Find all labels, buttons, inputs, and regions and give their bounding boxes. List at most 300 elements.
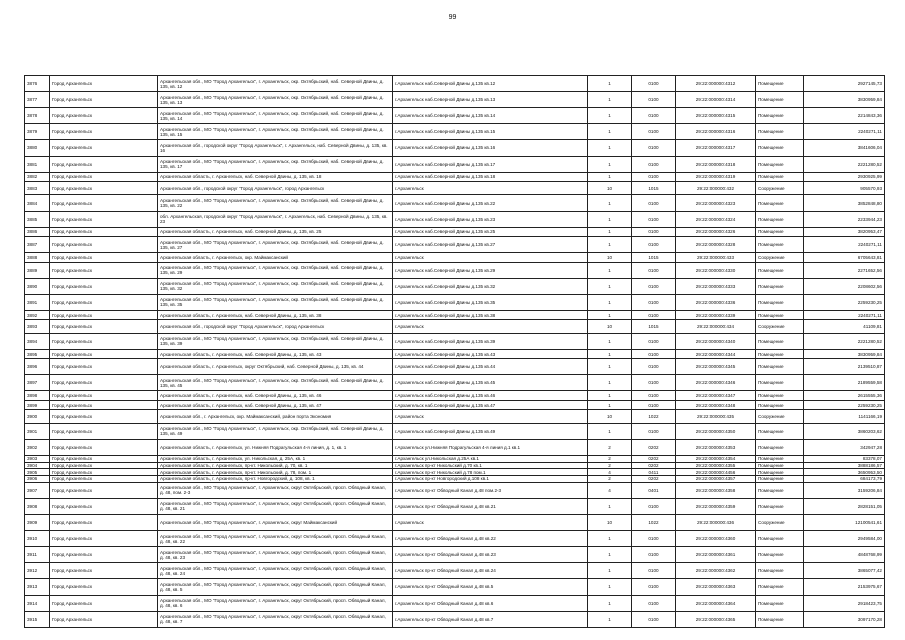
row-type-code: 0100 <box>632 333 676 349</box>
row-cadastral-number: 29:22:000000:4362 <box>676 563 756 579</box>
row-full-address: Архангельская обл., МО "Город Архангельск", г. Архангельск, окр. Октябрьский, наб. Северной Двины, д. 135, кв. 13 <box>158 92 393 108</box>
row-quantity: 1 <box>588 76 632 92</box>
row-quantity: 10 <box>588 253 632 262</box>
row-number: 3912 <box>25 563 50 579</box>
row-cadastral-value: 3852848,80 <box>804 195 885 211</box>
row-short-address: г.Архангельск пр-кт Никольский д.70 кв.1 <box>393 462 588 469</box>
row-full-address: обл. Архангельская, городской округ "Город Архангельск", г. Архангельск, наб. Северной Двины, д. 135, кв. 23 <box>158 211 393 227</box>
row-city: Город Архангельск <box>50 140 158 156</box>
row-number: 3905 <box>25 469 50 476</box>
row-number: 3880 <box>25 140 50 156</box>
row-city: Город Архангельск <box>50 423 158 439</box>
row-cadastral-number: 29:22:000000:4355 <box>676 462 756 469</box>
row-object-type: Сооружение <box>756 514 804 530</box>
row-number: 3913 <box>25 579 50 595</box>
row-type-code: 0100 <box>632 391 676 400</box>
row-type-code: 1022 <box>632 410 676 423</box>
row-number: 3898 <box>25 391 50 400</box>
row-quantity: 10 <box>588 182 632 195</box>
row-type-code: 0100 <box>632 262 676 278</box>
row-quantity: 10 <box>588 320 632 333</box>
row-cadastral-value: 6705643,81 <box>804 253 885 262</box>
row-cadastral-value: 2259230,25 <box>804 294 885 310</box>
row-type-code: 0100 <box>632 124 676 140</box>
table-row <box>25 547 885 563</box>
row-quantity: 1 <box>588 156 632 172</box>
row-full-address: Архангельская обл., МО "Город Архангельск", г. Архангельск, округ Октябрьский, просп. Обводный Канал, д. 48, кв. 6 <box>158 595 393 611</box>
table-row <box>25 349 885 358</box>
row-number: 3888 <box>25 253 50 262</box>
row-object-type: Помещение <box>756 476 804 483</box>
row-cadastral-value: 4848768,99 <box>804 547 885 563</box>
row-quantity: 1 <box>588 237 632 253</box>
row-short-address: г.Архангельск наб.Северной Двины д.135 кв.43 <box>393 349 588 358</box>
row-short-address: г.Архангельск наб.Северной Двины д.135 кв.38 <box>393 310 588 319</box>
row-cadastral-value: 3860203,62 <box>804 423 885 439</box>
row-cadastral-value: 905570,93 <box>804 182 885 195</box>
row-cadastral-number: 29:22:000000:4336 <box>676 294 756 310</box>
row-quantity: 1 <box>588 227 632 236</box>
row-full-address: Архангельская обл., МО "Город Архангельск", г. Архангельск, округ Октябрьский, просп. Обводный Канал, д. 48, пом. 2-3 <box>158 482 393 498</box>
row-cadastral-number: 29:22:000000:4317 <box>676 140 756 156</box>
row-quantity: 2 <box>588 455 632 462</box>
row-type-code: 0100 <box>632 278 676 294</box>
row-quantity: 1 <box>588 92 632 108</box>
row-object-type: Помещение <box>756 294 804 310</box>
row-type-code: 0100 <box>632 211 676 227</box>
row-cadastral-number: 29:22:000000:4345 <box>676 359 756 375</box>
row-cadastral-number: 29:22:000000:4456 <box>676 469 756 476</box>
row-cadastral-number: 29:22:000000:4326 <box>676 227 756 236</box>
row-short-address: г.Архангельск наб.Северной Двины д.135 кв.35 <box>393 294 588 310</box>
row-object-type: Помещение <box>756 391 804 400</box>
row-city: Город Архангельск <box>50 531 158 547</box>
table-row <box>25 156 885 172</box>
row-short-address: г.Архангельск пр-кт Никольский д.78 пом.1 <box>393 469 588 476</box>
row-short-address: г.Архангельск наб.Северной Двины д.135 кв.15 <box>393 124 588 140</box>
row-cadastral-number: 29:22:000000:436 <box>676 514 756 530</box>
row-short-address: г.Архангельск наб.Северной Двины д.135 кв.17 <box>393 156 588 172</box>
row-cadastral-number: 29:22:000000:435 <box>676 410 756 423</box>
row-quantity: 1 <box>588 531 632 547</box>
row-type-code: 0100 <box>632 310 676 319</box>
table-row <box>25 237 885 253</box>
table-row <box>25 531 885 547</box>
row-cadastral-value: 3830959,84 <box>804 349 885 358</box>
row-type-code: 0100 <box>632 294 676 310</box>
table-row <box>25 359 885 375</box>
row-cadastral-value: 2240271,11 <box>804 237 885 253</box>
row-cadastral-number: 29:22:000000:4365 <box>676 611 756 627</box>
row-short-address: г.Архангельск наб.Северной Двины д.135 кв.16 <box>393 140 588 156</box>
row-full-address: Архангельская обл., МО "Город Архангельск", г. Архангельск, округ Октябрьский, просп. Обводный Канал, д. 48, кв. 22 <box>158 531 393 547</box>
row-short-address: г.Архангельск наб.Северной Двины д.135 кв.39 <box>393 333 588 349</box>
row-full-address: Архангельская обл., МО "Город Архангельск", г. Архангельск, округ Маймаксанский <box>158 514 393 530</box>
row-city: Город Архангельск <box>50 400 158 409</box>
row-number: 3900 <box>25 410 50 423</box>
row-short-address: г.Архангельск пр-кт Обводный Канал д.48 кв.23 <box>393 547 588 563</box>
table-row <box>25 400 885 409</box>
row-cadastral-value: 3820953,47 <box>804 227 885 236</box>
row-city: Город Архангельск <box>50 294 158 310</box>
row-object-type: Помещение <box>756 595 804 611</box>
row-cadastral-value: 12100541,61 <box>804 514 885 530</box>
row-city: Город Архангельск <box>50 410 158 423</box>
table-row <box>25 391 885 400</box>
row-type-code: 0100 <box>632 531 676 547</box>
row-cadastral-value: 2271652,56 <box>804 262 885 278</box>
row-number: 3881 <box>25 156 50 172</box>
row-full-address: Архангельская область, г. Архангельск, пр-кт. Никольский, д. 70, кв. 1 <box>158 462 393 469</box>
row-quantity: 1 <box>588 211 632 227</box>
row-number: 3915 <box>25 611 50 627</box>
row-quantity: 1 <box>588 375 632 391</box>
row-full-address: Архангельская обл., МО "Город Архангельск", г. Архангельск, окр. Октябрьский, наб. Северной Двины, д. 135, кв. 22 <box>158 195 393 211</box>
row-object-type: Помещение <box>756 482 804 498</box>
row-number: 3914 <box>25 595 50 611</box>
row-city: Город Архангельск <box>50 320 158 333</box>
row-type-code: 0100 <box>632 359 676 375</box>
row-cadastral-value: 3865077,42 <box>804 563 885 579</box>
row-city: Город Архангельск <box>50 482 158 498</box>
row-number: 3890 <box>25 278 50 294</box>
row-object-type: Помещение <box>756 227 804 236</box>
row-cadastral-number: 29:22:000000:4323 <box>676 195 756 211</box>
table-row <box>25 182 885 195</box>
row-object-type: Помещение <box>756 563 804 579</box>
row-short-address: г.Архангельск наб.Северной Двины д.135 кв.47 <box>393 400 588 409</box>
row-full-address: Архангельская обл., МО "Город Архангельск", г. Архангельск, округ Октябрьский, просп. Обводный Канал, д. 48, кв. 21 <box>158 498 393 514</box>
row-short-address: г.Архангельск пр-кт Обводный Канал д.48 пом.2-3 <box>393 482 588 498</box>
row-type-code: 0100 <box>632 227 676 236</box>
row-cadastral-value: 2221280,52 <box>804 333 885 349</box>
row-type-code: 0202 <box>632 455 676 462</box>
row-full-address: Архангельская область, г. Архангельск, наб. Северной Двины, д. 135, кв. 46 <box>158 391 393 400</box>
row-number: 3910 <box>25 531 50 547</box>
row-city: Город Архангельск <box>50 375 158 391</box>
row-short-address: г.Архангельск наб.Северной Двины д.135 кв.27 <box>393 237 588 253</box>
row-short-address: г.Архангельск пр-кт Обводный Канал д.48 кв.21 <box>393 498 588 514</box>
row-quantity: 2 <box>588 439 632 455</box>
row-object-type: Помещение <box>756 498 804 514</box>
row-number: 3876 <box>25 76 50 92</box>
row-full-address: Архангельская обл., МО "Город Архангельск", г. Архангельск, окр. Октябрьский, наб. Северной Двины, д. 135, кв. 17 <box>158 156 393 172</box>
row-city: Город Архангельск <box>50 211 158 227</box>
row-cadastral-value: 41109,81 <box>804 320 885 333</box>
row-short-address: г.Архангельск пр-кт Обводный Канал д.48 кв.22 <box>393 531 588 547</box>
row-full-address: Архангельская обл., МО "Город Архангельск", г. Архангельск, окр. Октябрьский, наб. Северной Двины, д. 135, кв. 39 <box>158 333 393 349</box>
row-cadastral-number: 29:22:000000:4330 <box>676 262 756 278</box>
row-cadastral-value: 2828151,05 <box>804 498 885 514</box>
row-quantity: 1 <box>588 278 632 294</box>
row-city: Город Архангельск <box>50 333 158 349</box>
row-short-address: г.Архангельск наб.Северной Двины д.135 кв.23 <box>393 211 588 227</box>
row-city: Город Архангельск <box>50 462 158 469</box>
row-cadastral-number: 29:22:000000:4344 <box>676 349 756 358</box>
table-row <box>25 498 885 514</box>
row-full-address: Архангельская область, г. Архангельск, пр-кт. Никольский, д. 78, пом. 1 <box>158 469 393 476</box>
row-object-type: Помещение <box>756 172 804 181</box>
row-cadastral-number: 29:22:000000:4361 <box>676 547 756 563</box>
row-quantity: 1 <box>588 400 632 409</box>
row-type-code: 0100 <box>632 108 676 124</box>
table-row <box>25 320 885 333</box>
row-cadastral-value: 2208602,56 <box>804 278 885 294</box>
row-full-address: Архангельская область, г. Архангельск, наб. Северной Двины, д. 135, кв. 38 <box>158 310 393 319</box>
row-city: Город Архангельск <box>50 182 158 195</box>
row-city: Город Архангельск <box>50 310 158 319</box>
row-full-address: Архангельская обл., городской округ "Город Архангельск", город Архангельск <box>158 182 393 195</box>
row-cadastral-value: 2214843,36 <box>804 108 885 124</box>
row-type-code: 0100 <box>632 375 676 391</box>
row-type-code: 0100 <box>632 423 676 439</box>
row-type-code: 0100 <box>632 400 676 409</box>
row-cadastral-number: 29:22:000000:4346 <box>676 375 756 391</box>
row-object-type: Помещение <box>756 156 804 172</box>
row-cadastral-value: 2153975,67 <box>804 579 885 595</box>
row-cadastral-number: 29:22:000000:4348 <box>676 400 756 409</box>
row-object-type: Помещение <box>756 531 804 547</box>
row-object-type: Помещение <box>756 211 804 227</box>
row-cadastral-value: 2233944,23 <box>804 211 885 227</box>
row-quantity: 1 <box>588 124 632 140</box>
row-cadastral-number: 29:22:000000:4339 <box>676 310 756 319</box>
row-full-address: Архангельская область, г. Архангельск, ул. Нижняя Подрагульская 4-я линия, д. 1, кв. 1 <box>158 439 393 455</box>
row-number: 3879 <box>25 124 50 140</box>
row-type-code: 0100 <box>632 172 676 181</box>
row-quantity: 1 <box>588 262 632 278</box>
row-full-address: Архангельская область, г. Архангельск, наб. Северной Двины, д. 135, кв. 47 <box>158 400 393 409</box>
row-cadastral-value: 3841606,04 <box>804 140 885 156</box>
row-object-type: Помещение <box>756 423 804 439</box>
row-cadastral-number: 29:22:000000:4319 <box>676 172 756 181</box>
row-short-address: г.Архангельск наб.Северной Двины д.135 кв.12 <box>393 76 588 92</box>
row-full-address: Архангельская обл., г. Архангельск, окр. Маймаксанский, район порта Экономия <box>158 410 393 423</box>
row-number: 3911 <box>25 547 50 563</box>
row-cadastral-value: 2240271,11 <box>804 124 885 140</box>
table-row <box>25 227 885 236</box>
row-full-address: Архангельская обл., городской округ "Город Архангельск", г. Архангельск, наб. Северной Двины, д. 135, кв. 16 <box>158 140 393 156</box>
row-number: 3884 <box>25 195 50 211</box>
table-row <box>25 611 885 627</box>
table-body <box>25 76 885 628</box>
row-quantity: 1 <box>588 423 632 439</box>
row-object-type: Сооружение <box>756 253 804 262</box>
row-city: Город Архангельск <box>50 469 158 476</box>
row-quantity: 1 <box>588 611 632 627</box>
row-quantity: 1 <box>588 108 632 124</box>
row-number: 3877 <box>25 92 50 108</box>
row-full-address: Архангельская область, г. Архангельск, наб. Северной Двины, д. 135, кв. 25 <box>158 227 393 236</box>
row-type-code: 1015 <box>632 182 676 195</box>
row-number: 3909 <box>25 514 50 530</box>
row-short-address: г.Архангельск наб.Северной Двины д.135 кв.22 <box>393 195 588 211</box>
row-city: Город Архангельск <box>50 349 158 358</box>
row-number: 3889 <box>25 262 50 278</box>
row-quantity: 1 <box>588 391 632 400</box>
table-row <box>25 333 885 349</box>
row-quantity: 1 <box>588 563 632 579</box>
row-object-type: Помещение <box>756 400 804 409</box>
row-type-code: 0100 <box>632 563 676 579</box>
row-full-address: Архангельская обл., МО "Город Архангельск", г. Архангельск, округ Октябрьский, просп. Обводный Канал, д. 48, кв. 24 <box>158 563 393 579</box>
row-full-address: Архангельская обл., городской округ "Город Архангельск", город Архангельск <box>158 320 393 333</box>
row-cadastral-number: 29:22:000000:4360 <box>676 531 756 547</box>
row-number: 3908 <box>25 498 50 514</box>
row-cadastral-value: 2189559,58 <box>804 375 885 391</box>
property-register-table <box>24 75 885 628</box>
row-object-type: Помещение <box>756 375 804 391</box>
row-city: Город Архангельск <box>50 262 158 278</box>
row-city: Город Архангельск <box>50 611 158 627</box>
row-cadastral-value: 2139510,87 <box>804 359 885 375</box>
row-cadastral-number: 29:22:000000:4328 <box>676 237 756 253</box>
row-type-code: 0202 <box>632 476 676 483</box>
row-type-code: 0100 <box>632 547 676 563</box>
row-cadastral-number: 29:22:000000:4333 <box>676 278 756 294</box>
row-city: Город Архангельск <box>50 172 158 181</box>
page-number: 99 <box>448 14 457 21</box>
row-cadastral-number: 29:22:000000:4316 <box>676 124 756 140</box>
row-object-type: Помещение <box>756 439 804 455</box>
table-row <box>25 595 885 611</box>
row-full-address: Архангельская обл., МО "Город Архангельск", г. Архангельск, округ Октябрьский, просп. Обводный Канал, д. 48, кв. 5 <box>158 579 393 595</box>
row-type-code: 0100 <box>632 76 676 92</box>
row-full-address: Архангельская область, г. Архангельск, ул. Никольская, д. 25А, кв. 1 <box>158 455 393 462</box>
table-row <box>25 410 885 423</box>
row-city: Город Архангельск <box>50 563 158 579</box>
row-number: 3896 <box>25 359 50 375</box>
row-short-address: г.Архангельск наб.Северной Двины д.135 кв.18 <box>393 172 588 181</box>
row-object-type: Помещение <box>756 262 804 278</box>
row-cadastral-number: 29:22:000000:4324 <box>676 211 756 227</box>
row-type-code: 0100 <box>632 237 676 253</box>
row-number: 3892 <box>25 310 50 319</box>
row-short-address: г.Архангельск <box>393 514 588 530</box>
row-cadastral-value: 3650953,50 <box>804 469 885 476</box>
row-cadastral-number: 29:22:000000:4358 <box>676 482 756 498</box>
row-full-address: Архангельская обл., МО "Город Архангельск", г. Архангельск, окр. Октябрьский, наб. Северной Двины, д. 135, кв. 29 <box>158 262 393 278</box>
row-full-address: Архангельская обл., МО "Город Архангельск", г. Архангельск, окр. Октябрьский, наб. Северной Двины, д. 135, кв. 15 <box>158 124 393 140</box>
row-type-code: 0411 <box>632 469 676 476</box>
row-quantity: 10 <box>588 514 632 530</box>
row-city: Город Архангельск <box>50 92 158 108</box>
table-row <box>25 462 885 469</box>
row-cadastral-value: 2918423,75 <box>804 595 885 611</box>
row-number: 3902 <box>25 439 50 455</box>
row-city: Город Архангельск <box>50 108 158 124</box>
row-cadastral-value: 2949584,00 <box>804 531 885 547</box>
row-number: 3899 <box>25 400 50 409</box>
row-short-address: г.Архангельск наб.Северной Двины д.135 кв.44 <box>393 359 588 375</box>
row-city: Город Архангельск <box>50 195 158 211</box>
row-type-code: 0100 <box>632 195 676 211</box>
row-cadastral-number: 29:22:000000:4315 <box>676 108 756 124</box>
row-short-address: г.Архангельск пр-кт Обводный Канал д.48 кв.7 <box>393 611 588 627</box>
row-short-address: г.Архангельск наб.Северной Двины д.135 кв.46 <box>393 391 588 400</box>
row-city: Город Архангельск <box>50 124 158 140</box>
row-object-type: Помещение <box>756 469 804 476</box>
row-number: 3883 <box>25 182 50 195</box>
row-city: Город Архангельск <box>50 156 158 172</box>
row-object-type: Помещение <box>756 455 804 462</box>
row-type-code: 0100 <box>632 498 676 514</box>
row-full-address: Архангельская обл., МО "Город Архангельск", г. Архангельск, округ Октябрьский, просп. Обводный Канал, д. 48, кв. 23 <box>158 547 393 563</box>
row-cadastral-number: 29:22:000000:4354 <box>676 455 756 462</box>
row-cadastral-number: 29:22:000000:4363 <box>676 579 756 595</box>
row-quantity: 1 <box>588 579 632 595</box>
row-cadastral-number: 29:22:000000:4312 <box>676 76 756 92</box>
row-quantity: 1 <box>588 595 632 611</box>
row-object-type: Сооружение <box>756 410 804 423</box>
row-full-address: Архангельская область, г. Архангельск, пр-кт. Новгородский, д. 108, кв. 1 <box>158 476 393 483</box>
row-cadastral-value: 2240271,11 <box>804 310 885 319</box>
row-short-address: г.Архангельск <box>393 253 588 262</box>
table-row <box>25 423 885 439</box>
row-quantity: 1 <box>588 310 632 319</box>
row-city: Город Архангельск <box>50 579 158 595</box>
row-type-code: 0100 <box>632 140 676 156</box>
row-object-type: Помещение <box>756 333 804 349</box>
row-type-code: 0401 <box>632 482 676 498</box>
row-cadastral-number: 29:22:000000:434 <box>676 320 756 333</box>
row-type-code: 0100 <box>632 611 676 627</box>
table-row <box>25 92 885 108</box>
row-short-address: г.Архангельск <box>393 182 588 195</box>
row-number: 3882 <box>25 172 50 181</box>
row-cadastral-value: 3888186,57 <box>804 462 885 469</box>
row-quantity: 1 <box>588 547 632 563</box>
row-object-type: Помещение <box>756 76 804 92</box>
table-row <box>25 310 885 319</box>
row-type-code: 0100 <box>632 92 676 108</box>
row-short-address: г.Архангельск пр-кт Обводный Канал д.48 кв.5 <box>393 579 588 595</box>
table-row <box>25 563 885 579</box>
row-cadastral-number: 29:22:000000:4340 <box>676 333 756 349</box>
row-object-type: Помещение <box>756 237 804 253</box>
row-type-code: 1015 <box>632 320 676 333</box>
row-object-type: Помещение <box>756 310 804 319</box>
row-cadastral-number: 29:22:000000:4347 <box>676 391 756 400</box>
row-quantity: 4 <box>588 469 632 476</box>
row-city: Город Архангельск <box>50 76 158 92</box>
row-city: Город Архангельск <box>50 514 158 530</box>
row-type-code: 0100 <box>632 579 676 595</box>
row-cadastral-value: 83378,07 <box>804 455 885 462</box>
table-row <box>25 482 885 498</box>
row-cadastral-value: 684173,79 <box>804 476 885 483</box>
row-cadastral-number: 29:22:000000:4350 <box>676 423 756 439</box>
row-object-type: Помещение <box>756 92 804 108</box>
table-row <box>25 455 885 462</box>
table-row <box>25 76 885 92</box>
row-short-address: г.Архангельск ул.Никольская д.25А кв.1 <box>393 455 588 462</box>
row-type-code: 0100 <box>632 595 676 611</box>
row-quantity: 2 <box>588 476 632 483</box>
row-quantity: 1 <box>588 195 632 211</box>
row-full-address: Архангельская обл., МО "Город Архангельск", г. Архангельск, окр. Октябрьский, наб. Северной Двины, д. 135, кв. 35 <box>158 294 393 310</box>
row-object-type: Помещение <box>756 462 804 469</box>
row-full-address: Архангельская обл., МО "Город Архангельск", г. Архангельск, окр. Октябрьский, наб. Северной Двины, д. 135, кв. 27 <box>158 237 393 253</box>
table-row <box>25 439 885 455</box>
row-cadastral-number: 29:22:000000:4359 <box>676 498 756 514</box>
row-object-type: Помещение <box>756 349 804 358</box>
row-cadastral-number: 29:22:000000:4314 <box>676 92 756 108</box>
row-number: 3897 <box>25 375 50 391</box>
row-cadastral-number: 29:22:000000:4353 <box>676 439 756 455</box>
row-short-address: г.Архангельск пр-кт Обводный Канал д.48 кв.24 <box>393 563 588 579</box>
row-object-type: Помещение <box>756 611 804 627</box>
